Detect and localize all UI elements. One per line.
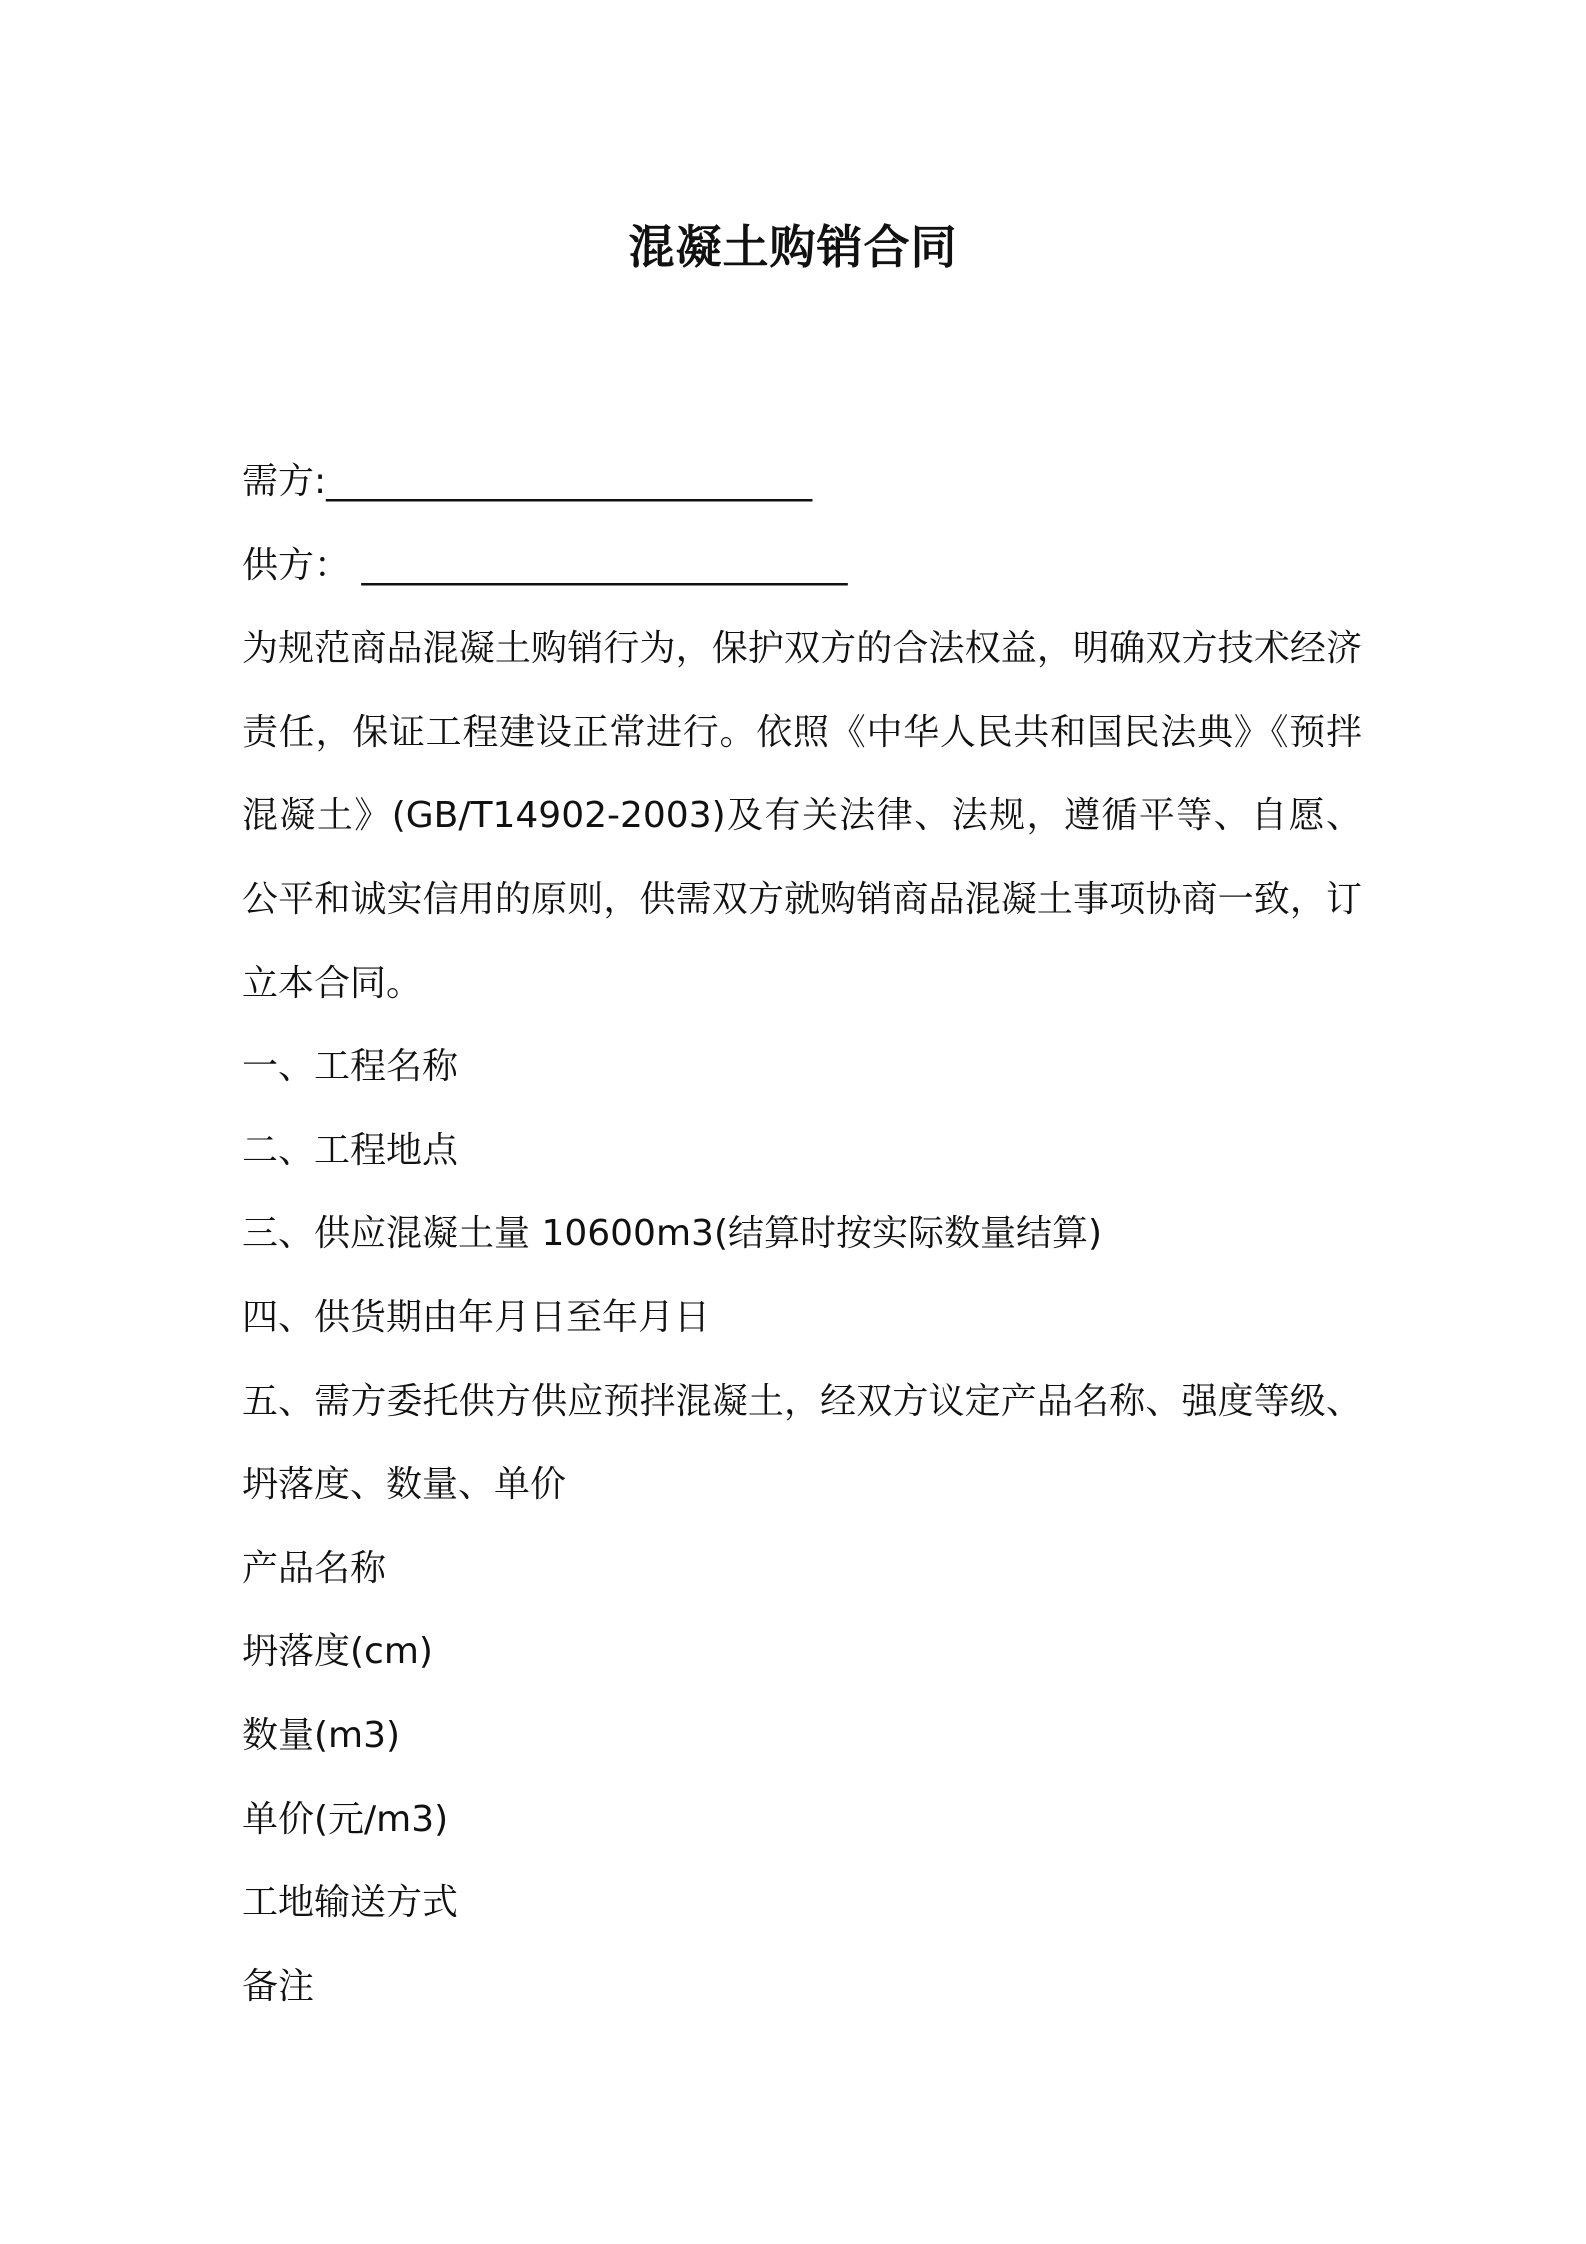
field-slump: 坍落度(cm): [242, 1631, 433, 1673]
preamble-paragraph: 为规范商品混凝土购销行为，保护双方的合法权益，明确双方技术经济责任，保证工程建设正常进行。依照《中华人民共和国民法典》《预拌混凝土》(GB/T14902-2003)及有关法律、法规，遵循平等、自愿、公平和诚实信用的原则，供需双方就购销商品混凝土事项协商一致，订立本合同。: [242, 628, 1362, 1004]
field-delivery-method: 工地输送方式: [242, 1882, 459, 1924]
document-body: [242, 440, 1362, 2028]
field-unit-price: 单价(元/m3): [242, 1798, 449, 1840]
supplier-line: 供方： ___________________________: [242, 544, 848, 586]
clause-supply-quantity: 三、供应混凝土量 10600m3(结算时按实际数量结算): [242, 1213, 1103, 1255]
field-quantity: 数量(m3): [242, 1714, 401, 1756]
field-remarks: 备注: [242, 1965, 315, 2007]
clause-delivery-period: 四、供货期由年月日至年月日: [242, 1296, 711, 1338]
field-product-name: 产品名称: [242, 1547, 387, 1589]
buyer-line: 需方:___________________________: [242, 461, 813, 502]
clause-project-name: 一、工程名称: [242, 1046, 459, 1088]
document-title: 混凝土购销合同: [628, 220, 958, 274]
clause-project-location: 二、工程地点: [242, 1129, 459, 1171]
clause-product-agreement: 五、需方委托供方供应预拌混凝土，经双方议定产品名称、强度等级、坍落度、数量、单价: [242, 1380, 1362, 1506]
